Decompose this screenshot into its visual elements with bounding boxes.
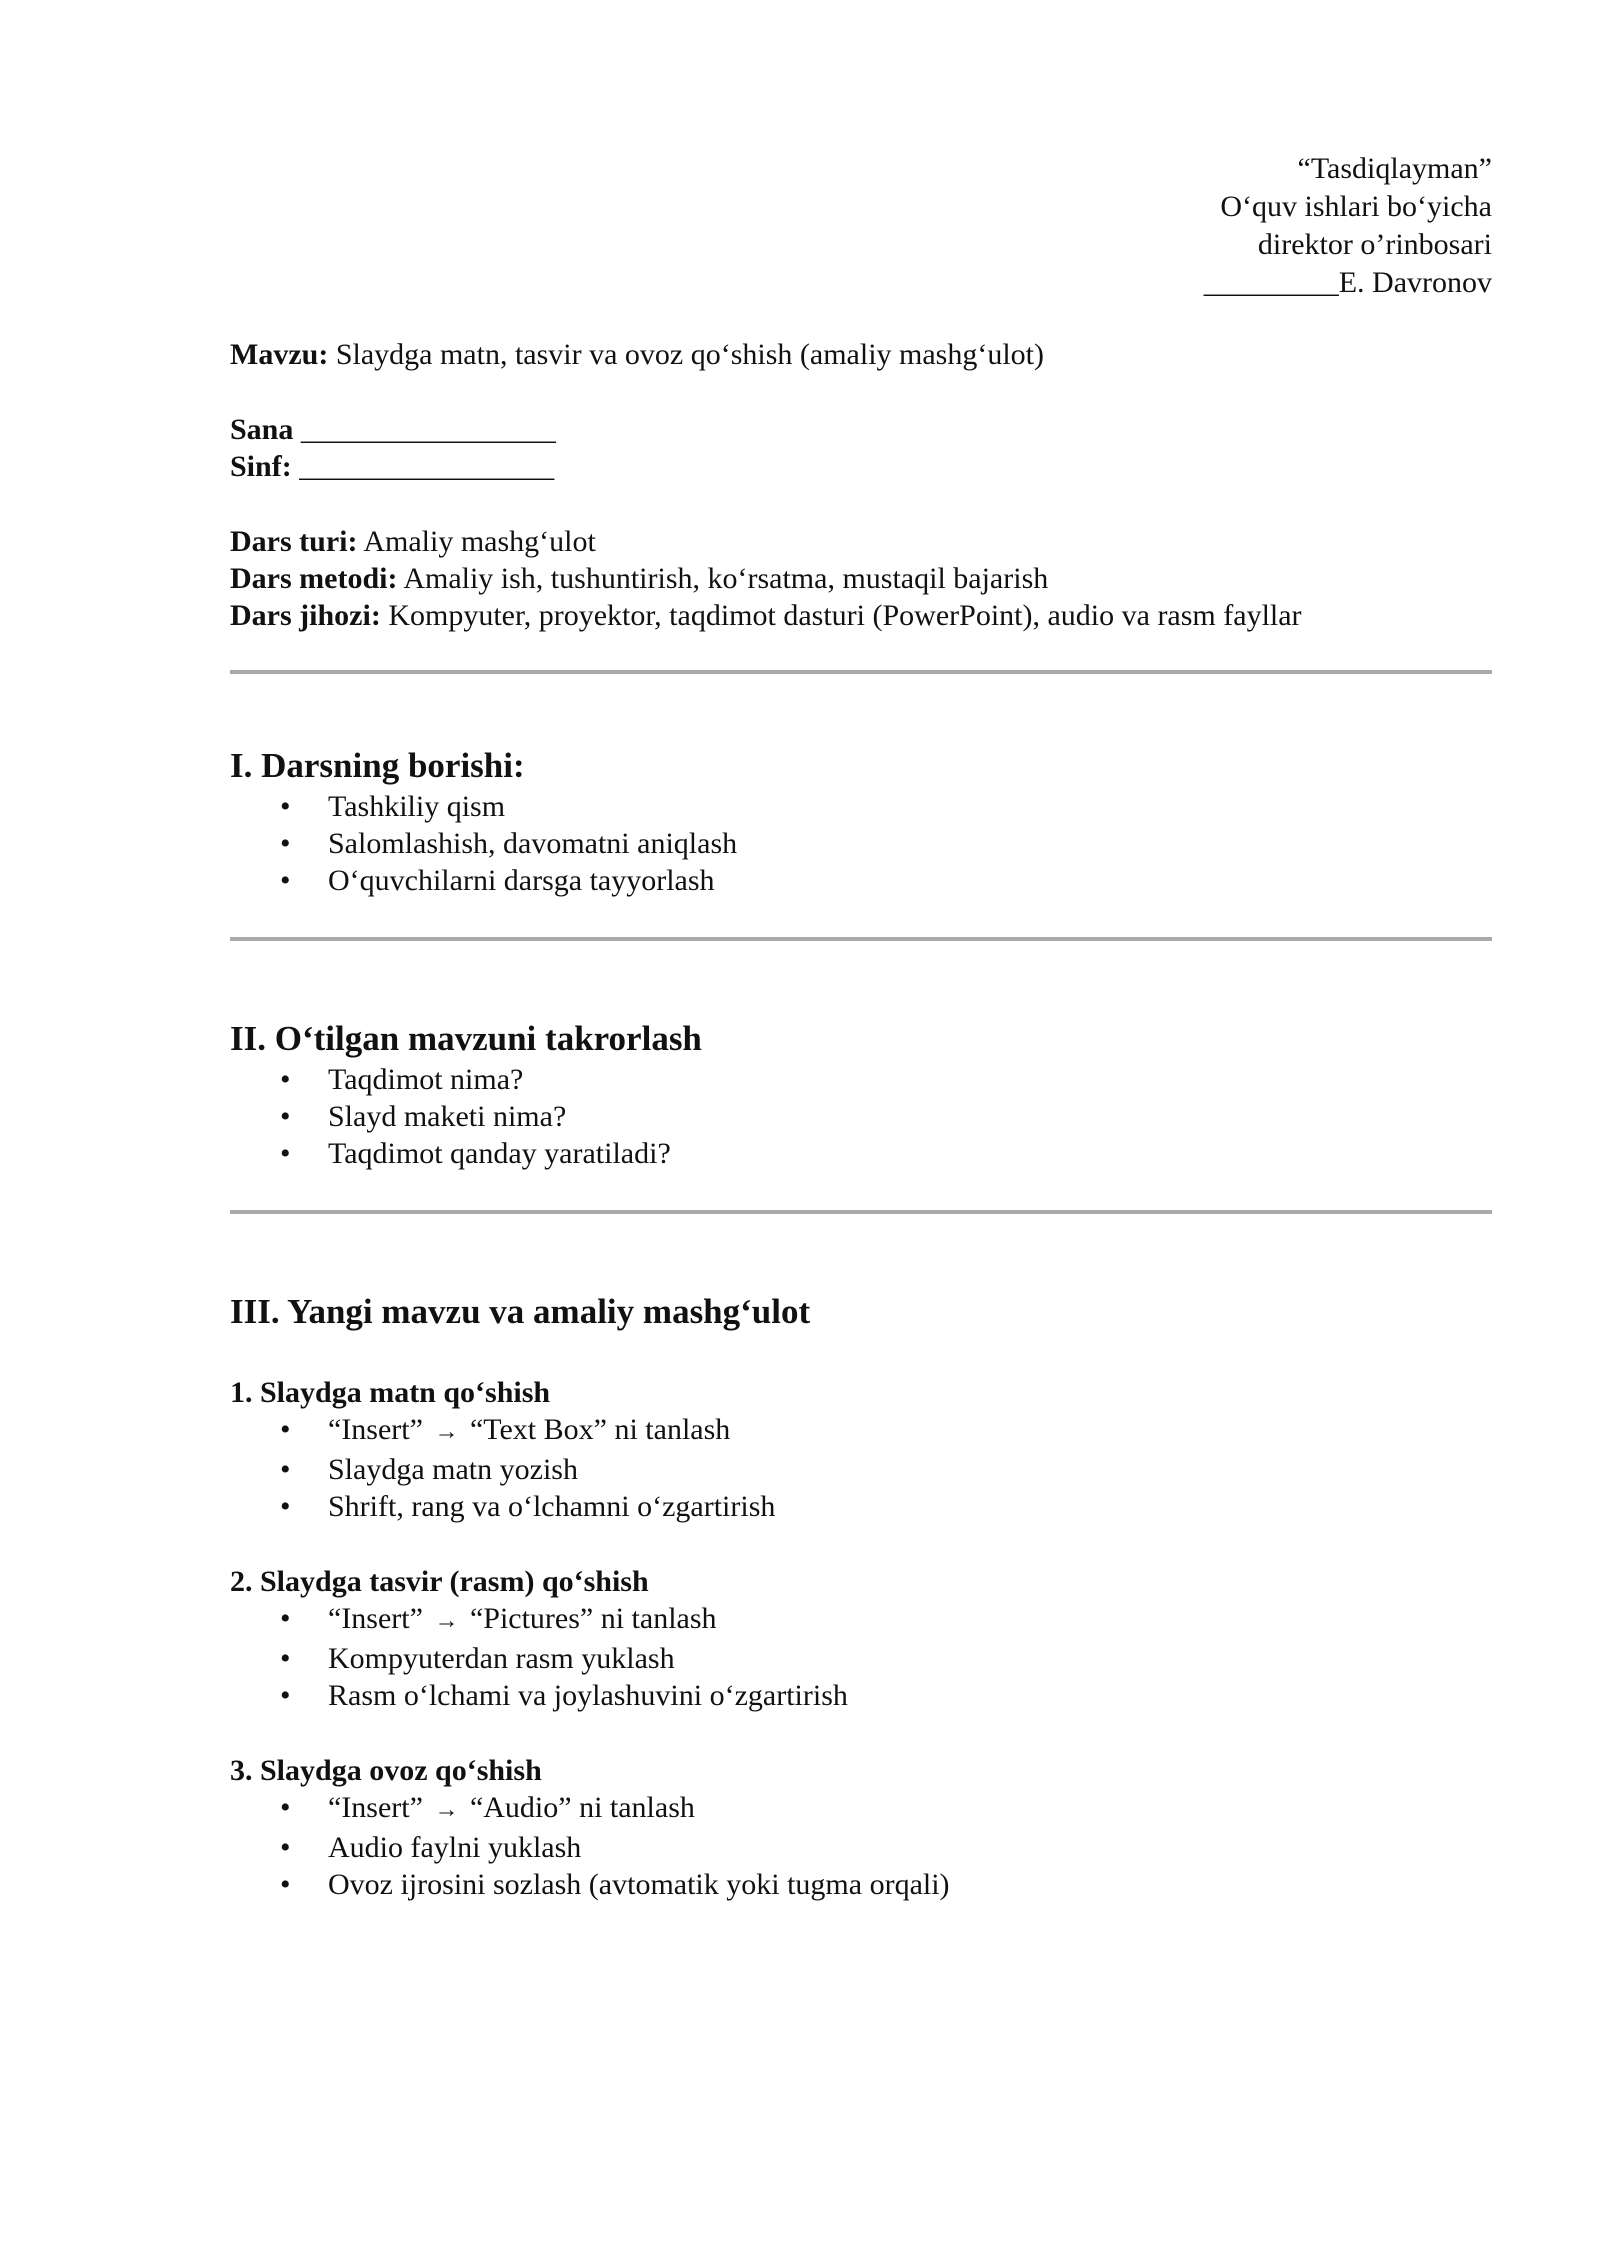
bullet-icon: •	[280, 827, 291, 860]
bullet-icon: •	[280, 1679, 291, 1712]
section-title-2: II. O‘tilgan mavzuni takrorlash	[230, 1019, 702, 1058]
bullet-icon: •	[280, 1642, 291, 1675]
list-item	[230, 1640, 1492, 1677]
divider	[230, 670, 1492, 674]
list-item	[230, 1488, 1492, 1525]
bullet-icon: •	[280, 1490, 291, 1523]
bullet-icon: •	[280, 1137, 291, 1170]
topic-value: Slaydga matn, tasvir va ovoz qo‘shish (amaliy mashg‘ulot)	[328, 338, 1045, 371]
lesson-type-label: Dars turi:	[230, 525, 358, 558]
subsection-2-list	[230, 1600, 1492, 1714]
lesson-type-value: Amaliy mashg‘ulot	[357, 525, 596, 558]
bullet-icon: •	[280, 1868, 291, 1901]
section-title-1: I. Darsning borishi:	[230, 746, 525, 785]
bullet-icon: •	[280, 864, 291, 897]
subsection-title-3: 3. Slaydga ovoz qo‘shish	[230, 1754, 542, 1787]
list-item-text: O‘quvchilarni darsga tayyorlash	[328, 864, 715, 897]
bullet-icon: •	[280, 1100, 291, 1133]
list-item-text: Ovoz ijrosini sozlash (avtomatik yoki tugma orqali)	[328, 1868, 950, 1901]
subsection-title-2: 2. Slaydga tasvir (rasm) qo‘shish	[230, 1565, 649, 1598]
list-item	[230, 825, 1492, 862]
menu-path-start: “Insert”	[328, 1602, 423, 1635]
menu-path-end: “Audio” ni tanlash	[469, 1791, 695, 1824]
section-title-3: III. Yangi mavzu va amaliy mashg‘ulot	[230, 1292, 811, 1331]
subsection-3-list	[230, 1789, 1492, 1903]
list-item-text: Salomlashish, davomatni aniqlash	[328, 827, 738, 860]
list-item	[230, 1600, 1492, 1640]
menu-path-start: “Insert”	[328, 1413, 423, 1446]
bullet-icon: •	[280, 1063, 291, 1096]
list-item	[230, 1098, 1492, 1135]
section-2-list	[230, 1061, 1492, 1172]
approval-title: “Tasdiqlayman”	[1297, 152, 1492, 185]
lesson-info-block	[230, 523, 1492, 634]
bullet-icon: •	[280, 1831, 291, 1864]
list-item-text: Audio faylni yuklash	[328, 1831, 582, 1864]
approval-signature: _________E. Davronov	[1203, 266, 1492, 299]
bullet-icon: •	[280, 1602, 291, 1635]
list-item	[230, 1677, 1492, 1714]
lesson-equipment-value: Kompyuter, proyektor, taqdimot dasturi (PowerPoint), audio va rasm fayllar	[380, 599, 1302, 632]
date-line	[230, 411, 1492, 448]
lesson-method-line	[230, 560, 1492, 597]
list-item	[230, 1061, 1492, 1098]
date-class-block	[230, 411, 1492, 485]
list-item	[230, 788, 1492, 825]
subsection-title-1: 1. Slaydga matn qo‘shish	[230, 1376, 551, 1409]
divider	[230, 1210, 1492, 1214]
document-page	[230, 150, 1492, 1903]
section-1-list	[230, 788, 1492, 899]
menu-path-start: “Insert”	[328, 1791, 423, 1824]
approval-block	[230, 150, 1492, 302]
lesson-method-label: Dars metodi:	[230, 562, 398, 595]
lesson-equipment-label: Dars jihozi:	[230, 599, 381, 632]
menu-path-end: “Text Box” ni tanlash	[469, 1413, 731, 1446]
list-item-text: Shrift, rang va o‘lchamni o‘zgartirish	[328, 1490, 776, 1523]
lesson-method-value: Amaliy ish, tushuntirish, ko‘rsatma, mustaqil bajarish	[397, 562, 1049, 595]
lesson-equipment-line	[230, 597, 1492, 634]
list-item-text: Taqdimot nima?	[328, 1063, 524, 1096]
list-item-text: Taqdimot qanday yaratiladi?	[328, 1137, 671, 1170]
list-item-text: Slaydga matn yozish	[328, 1453, 578, 1486]
bullet-icon: •	[280, 790, 291, 823]
list-item	[230, 1789, 1492, 1829]
menu-path-end: “Pictures” ni tanlash	[469, 1602, 717, 1635]
list-item	[230, 1451, 1492, 1488]
bullet-icon: •	[280, 1453, 291, 1486]
list-item	[230, 862, 1492, 899]
list-item-text: Tashkiliy qism	[328, 790, 506, 823]
list-item-text: Rasm o‘lchami va joylashuvini o‘zgartirish	[328, 1679, 848, 1712]
arrow-right-icon: →	[434, 1797, 459, 1823]
class-label: Sinf:	[230, 450, 292, 483]
bullet-icon: •	[280, 1791, 291, 1824]
date-blank: _________________	[293, 413, 556, 446]
approval-position-line2: direktor o’rinbosari	[1257, 228, 1492, 261]
bullet-icon: •	[280, 1413, 291, 1446]
topic-line	[230, 336, 1492, 373]
arrow-right-icon: →	[434, 1608, 459, 1634]
approval-position-line1: O‘quv ishlari bo‘yicha	[1220, 190, 1492, 223]
class-blank: _________________	[291, 450, 555, 483]
list-item	[230, 1135, 1492, 1172]
subsection-1-list	[230, 1411, 1492, 1525]
list-item	[230, 1829, 1492, 1866]
list-item-text: Slayd maketi nima?	[328, 1100, 567, 1133]
lesson-type-line	[230, 523, 1492, 560]
divider	[230, 937, 1492, 941]
topic-label: Mavzu:	[230, 338, 329, 371]
date-label: Sana	[230, 413, 294, 446]
list-item	[230, 1411, 1492, 1451]
arrow-right-icon: →	[434, 1419, 459, 1445]
class-line	[230, 448, 1492, 485]
list-item-text: Kompyuterdan rasm yuklash	[328, 1642, 675, 1675]
list-item	[230, 1866, 1492, 1903]
